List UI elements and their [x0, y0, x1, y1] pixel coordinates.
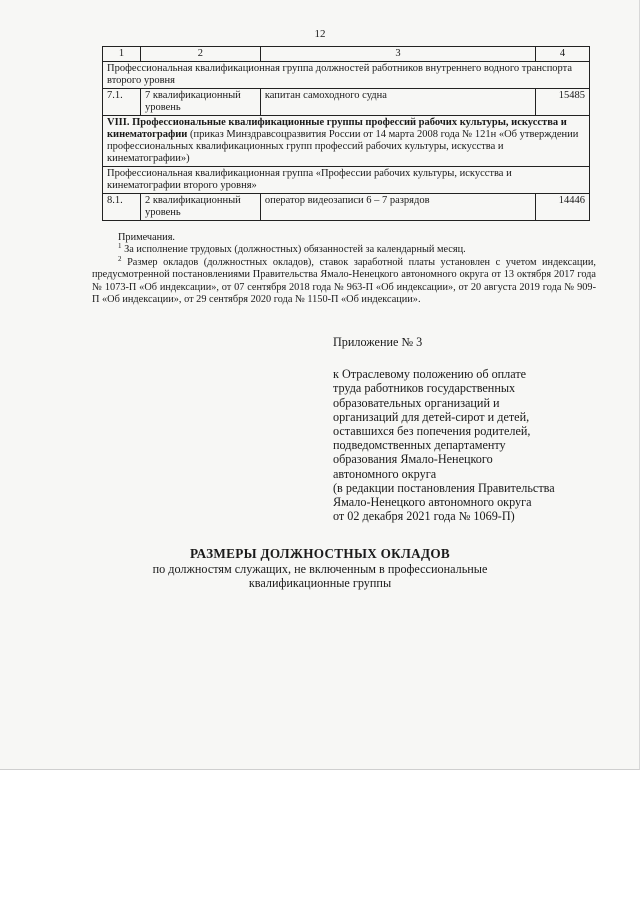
- annex-line: оставшихся без попечения родителей,: [333, 424, 531, 439]
- notes-section: [92, 232, 596, 306]
- row-number: 8.1.: [103, 194, 141, 221]
- group-row: [103, 62, 590, 89]
- annex-line: (в редакции постановления Правительства: [333, 480, 555, 495]
- group-title: [103, 116, 590, 167]
- annex-line: от 02 декабря 2021 года № 1069-П): [333, 509, 515, 524]
- page-number: 12: [314, 28, 326, 40]
- salary-table: [102, 46, 590, 221]
- annex-line: Ямало-Ненецкого автономного округа: [333, 495, 532, 510]
- note-text: Размер окладов (должностных окладов), ставок заработной платы установлен с учетом индексации, предусмотренной постановлениями Правительства Ямало-Ненецкого автономного округа от 13 октября 2017 года № 1073-П «Об индексации», от 07 сентября 2018 года № 963-П «Об индексации», от 20 августа 2019 года № 909-П «Об индексации», от 29 сентября 2020 года № 1150-П «Об индексации».: [92, 256, 596, 306]
- group-title-bold: VIII. Профессиональные квалификационные группы профессий рабочих культуры, искусства и кинематографии: [107, 117, 567, 140]
- row-position: оператор видеозаписи 6 – 7 разрядов: [260, 194, 535, 221]
- annex-line: труда работников государственных: [333, 381, 516, 396]
- row-salary: 15485: [536, 89, 590, 116]
- section-heading: [100, 546, 540, 590]
- note-item: [92, 254, 596, 307]
- note-text: За исполнение трудовых (должностных) обязанностей за календарный месяц.: [124, 244, 466, 256]
- heading-subtitle-line: по должностям служащих, не включенным в профессиональные: [152, 562, 488, 576]
- row-position: капитан самоходного судна: [260, 89, 535, 116]
- table-row: [103, 194, 590, 221]
- group-row: [103, 167, 590, 194]
- table-header-row: [103, 47, 590, 62]
- annex-line: к Отраслевому положению об оплате: [333, 367, 527, 382]
- annex-line: организаций для детей-сирот и детей,: [333, 409, 530, 424]
- header-cell: 4: [536, 47, 590, 62]
- note-mark: 1: [118, 242, 122, 251]
- group-title: Профессиональная квалификационная группа «Профессии рабочих культуры, искусства и кинематографии второго уровня»: [103, 167, 590, 194]
- annex-title: Приложение № 3: [333, 335, 423, 349]
- header-cell: 1: [103, 47, 141, 62]
- annex-line: автономного округа: [333, 466, 437, 481]
- header-cell: 3: [260, 47, 535, 62]
- note-mark: 2: [118, 254, 122, 263]
- row-level: 2 квалификационный уровень: [140, 194, 260, 221]
- heading-title: РАЗМЕРЫ ДОЛЖНОСТНЫХ ОКЛАДОВ: [189, 546, 451, 561]
- annex-line: образовательных организаций и: [333, 395, 500, 410]
- group-title-plain: (приказ Минздравсоцразвития России от 14 марта 2008 года № 121н «Об утверждении профессиональных квалификационных групп профессий рабочих культуры, искусства и кинематографии»): [107, 129, 579, 164]
- annex-line: подведомственных департаменту: [333, 438, 506, 453]
- row-number: 7.1.: [103, 89, 141, 116]
- row-salary: 14446: [536, 194, 590, 221]
- annex-line: образования Ямало-Ненецкого: [333, 452, 493, 467]
- notes-heading: Примечания.: [118, 232, 176, 243]
- heading-subtitle-line: квалификационные группы: [248, 576, 392, 590]
- note-item: [92, 244, 596, 256]
- table-row: [103, 89, 590, 116]
- header-cell: 2: [140, 47, 260, 62]
- annex-block: [333, 335, 623, 523]
- group-title: Профессиональная квалификационная группа должностей работников внутреннего водного транспорта второго уровня: [103, 62, 590, 89]
- group-row: [103, 116, 590, 167]
- row-level: 7 квалификационный уровень: [140, 89, 260, 116]
